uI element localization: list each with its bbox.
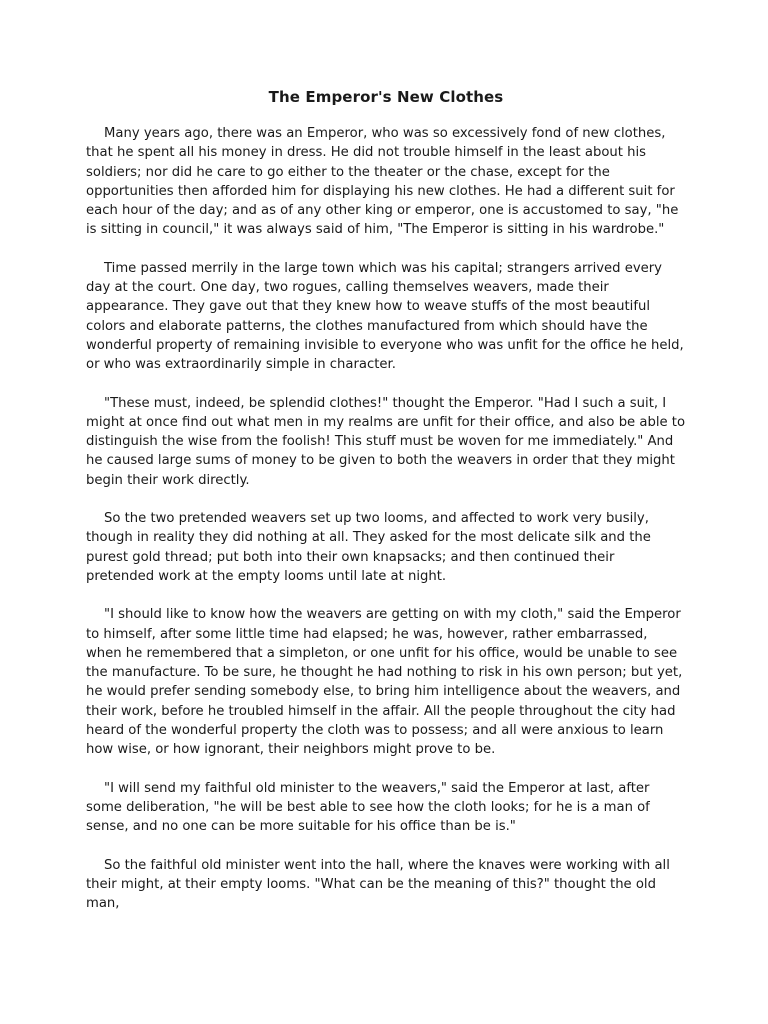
paragraph: "I will send my faithful old minister to the weavers," said the Emperor at last, after some deliberation, "he will be best able to see how the cloth looks; for he is a man of sense, and no one can be more suitable for his office than be is." [86,780,650,835]
paragraph: "I should like to know how the weavers are getting on with my cloth," said the Emperor to himself, after some little time had elapsed; he was, however, rather embarrassed, when he remembered that a simpleton, or one unfit for his office, would be unable to see the manufacture. To be sure, he thought he had nothing to risk in his own person; but yet, he would prefer sending somebody else, to bring him intelligence about the weavers, and their work, before he troubled himself in the affair. All the people throughout the city had heard of the wonderful property the cloth was to possess; and all were anxious to learn how wise, or how ignorant, their neighbors might prove to be. [86,607,683,758]
paragraph: "These must, indeed, be splendid clothes!" thought the Emperor. "Had I such a suit, I might at once find out what men in my realms are unfit for their office, and also be able to distinguish the wise from the foolish! This stuff must be woven for me immediately." And he caused large sums of money to be given to both the weavers in order that they might begin their work directly. [86,395,686,488]
document-title: The Emperor's New Clothes [268,88,504,106]
paragraph: Time passed merrily in the large town which was his capital; strangers arrived every day at the court. One day, two rogues, calling themselves weavers, made their appearance. They gave out that they knew how to weave stuffs of the most beautiful colors and elaborate patterns, the clothes manufactured from which should have the wonderful property of remaining invisible to everyone who was unfit for the office he held, or who was extraordinarily simple in character. [86,260,684,373]
paragraph: So the faithful old minister went into the hall, where the knaves were working with all their might, at their empty looms. "What can be the meaning of this?" thought the old man, [86,857,670,912]
paragraph: So the two pretended weavers set up two looms, and affected to work very busily, though in reality they did nothing at all. They asked for the most delicate silk and the purest gold thread; put both into their own knapsacks; and then continued their pretended work at the empty looms until late at night. [86,511,651,584]
paragraph: Many years ago, there was an Emperor, who was so excessively fond of new clothes, that he spent all his money in dress. He did not trouble himself in the least about his soldiers; nor did he care to go either to the theater or the chase, except for the opportunities then afforded him for displaying his new clothes. He had a different suit for each hour of the day; and as of any other king or emperor, one is accustomed to say, "he is sitting in council," it was always said of him, "The Emperor is sitting in his wardrobe." [86,126,679,238]
document-page [86,88,686,932]
